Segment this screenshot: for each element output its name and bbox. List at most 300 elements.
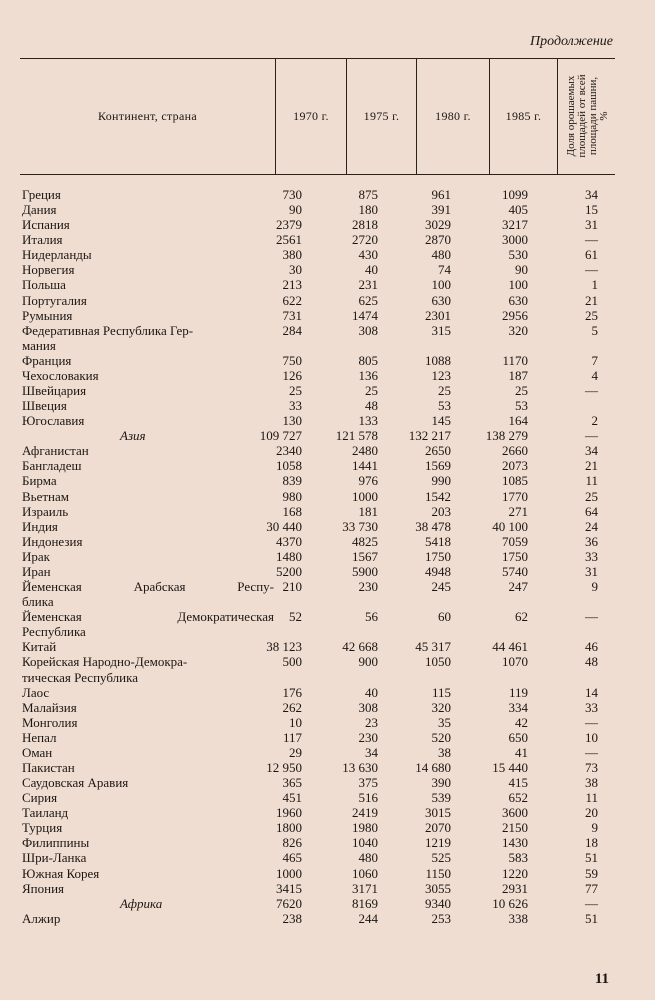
cell-value: 3217: [502, 217, 528, 233]
table-row: [0, 398, 655, 413]
cell-value: 480: [431, 247, 451, 263]
cell-value: 38 123: [266, 639, 302, 655]
cell-value: 34: [365, 744, 378, 760]
cell-value: 40: [365, 262, 378, 278]
cell-value: 20: [585, 805, 598, 821]
cell-value: 31: [585, 217, 598, 233]
table-row: [0, 202, 655, 217]
cell-value: 380: [282, 247, 302, 263]
cell-value: 308: [358, 699, 378, 715]
cell-value: 2720: [352, 232, 378, 248]
cell-value: 30: [289, 262, 302, 278]
country-name: Вьетнам: [22, 488, 70, 504]
cell-value: 320: [431, 699, 451, 715]
cell-value: 7059: [502, 533, 528, 549]
table-row: [0, 293, 655, 308]
country-name: Непал: [22, 729, 57, 745]
cell-value: 976: [358, 473, 378, 489]
table-row: [0, 232, 655, 247]
cell-value: 1980: [352, 820, 378, 836]
country-name: Филиппины: [22, 835, 90, 851]
cell-value: 130: [282, 413, 302, 429]
cell-value: 1000: [352, 488, 378, 504]
table-row: [0, 338, 655, 353]
table-row: [0, 383, 655, 398]
cell-value: 826: [282, 835, 302, 851]
table-row: [0, 866, 655, 881]
section-name: Африка: [120, 895, 163, 911]
cell-value: 415: [508, 775, 528, 791]
cell-value: 375: [358, 775, 378, 791]
cell-value: 24: [585, 518, 598, 534]
cell-value: 244: [358, 910, 378, 926]
table-row: [0, 564, 655, 579]
table-row: [0, 745, 655, 760]
cell-value: 52: [289, 609, 302, 625]
cell-value: 1219: [425, 835, 451, 851]
cell-value: 238: [282, 910, 302, 926]
country-name: Португалия: [22, 292, 87, 308]
cell-value: 168: [282, 503, 302, 519]
cell-value: 1150: [425, 865, 451, 881]
cell-value: 56: [365, 609, 378, 625]
country-name: Индия: [22, 518, 58, 534]
cell-value: —: [585, 232, 598, 248]
cell-value: 31: [585, 563, 598, 579]
country-name: Испания: [22, 217, 70, 233]
cell-value: 73: [585, 759, 598, 775]
cell-value: 187: [508, 367, 528, 383]
cell-value: 3600: [502, 805, 528, 821]
country-name: Таиланд: [22, 805, 69, 821]
cell-value: 40 100: [492, 518, 528, 534]
country-name: Греция: [22, 187, 61, 202]
cell-value: 875: [358, 187, 378, 202]
cell-value: —: [585, 895, 598, 911]
cell-value: 119: [508, 684, 528, 700]
cell-value: 38: [438, 744, 451, 760]
cell-value: 164: [508, 413, 528, 429]
cell-value: 2870: [425, 232, 451, 248]
cell-value: 2561: [276, 232, 302, 248]
country-name: Лаос: [22, 684, 50, 700]
cell-value: 62: [515, 609, 528, 625]
cell-value: 61: [585, 247, 598, 263]
table-row: [0, 730, 655, 745]
cell-value: 59: [585, 865, 598, 881]
table-row: [0, 850, 655, 865]
cell-value: 530: [508, 247, 528, 263]
cell-value: 51: [585, 910, 598, 926]
table-row: [0, 805, 655, 820]
country-name-word: Демократическая: [177, 609, 274, 625]
cell-value: 38: [585, 775, 598, 791]
country-name: Дания: [22, 202, 57, 218]
country-name: Индонезия: [22, 533, 83, 549]
cell-value: 48: [585, 654, 598, 670]
cell-value: 516: [358, 790, 378, 806]
cell-value: —: [585, 744, 598, 760]
cell-value: —: [585, 428, 598, 444]
cell-value: 1060: [352, 865, 378, 881]
cell-value: 1441: [352, 458, 378, 474]
section-row: [0, 428, 655, 443]
country-name: Чехословакия: [22, 367, 99, 383]
cell-value: 203: [431, 503, 451, 519]
table-row: [0, 247, 655, 262]
cell-value: 805: [358, 352, 378, 368]
country-name: Афганистан: [22, 443, 89, 459]
cell-value: 38 478: [415, 518, 451, 534]
cell-value: 1099: [502, 187, 528, 202]
cell-value: 74: [438, 262, 451, 278]
cell-value: 2301: [425, 307, 451, 323]
cell-value: 2: [591, 413, 598, 429]
country-name: [22, 579, 274, 594]
cell-value: 14 680: [415, 759, 451, 775]
country-name: Бирма: [22, 473, 57, 489]
country-name: Румыния: [22, 307, 73, 323]
cell-value: 750: [282, 352, 302, 368]
cell-value: 2419: [352, 805, 378, 821]
header-1975: 1975 г.: [363, 108, 400, 123]
cell-value: 4: [591, 367, 598, 383]
page-number: 11: [594, 971, 609, 987]
cell-value: 3000: [502, 232, 528, 248]
cell-value: 25: [365, 383, 378, 399]
cell-value: 40: [365, 684, 378, 700]
table-row: [0, 187, 655, 202]
cell-value: 133: [358, 413, 378, 429]
continuation-label: Продолжение: [530, 34, 613, 49]
cell-value: 338: [508, 910, 528, 926]
cell-value: 5740: [502, 563, 528, 579]
cell-value: 2070: [425, 820, 451, 836]
cell-value: 334: [508, 699, 528, 715]
cell-value: 630: [508, 292, 528, 308]
cell-value: 9340: [425, 895, 451, 911]
cell-value: 60: [438, 609, 451, 625]
cell-value: 15: [585, 202, 598, 218]
cell-value: 2818: [352, 217, 378, 233]
cell-value: 2073: [502, 458, 528, 474]
cell-value: 230: [358, 579, 378, 595]
cell-value: 35: [438, 714, 451, 730]
cell-value: 980: [282, 488, 302, 504]
country-name: Франция: [22, 352, 72, 368]
cell-value: 284: [282, 322, 302, 338]
cell-value: 210: [282, 579, 302, 595]
cell-value: 2650: [425, 443, 451, 459]
country-name: Швейцария: [22, 383, 87, 399]
cell-value: 48: [365, 398, 378, 414]
cell-value: 21: [585, 292, 598, 308]
cell-value: 3055: [425, 880, 451, 896]
cell-value: 132 217: [408, 428, 451, 444]
cell-value: 2379: [276, 217, 302, 233]
cell-value: 115: [431, 684, 451, 700]
cell-value: 100: [431, 277, 451, 293]
cell-value: 33: [585, 548, 598, 564]
cell-value: 500: [282, 654, 302, 670]
cell-value: 1085: [502, 473, 528, 489]
header-irrigation-share: [560, 60, 616, 172]
table-row: [0, 549, 655, 564]
header-country: Континент, страна: [98, 108, 197, 123]
cell-value: 44 461: [492, 639, 528, 655]
cell-value: 51: [585, 850, 598, 866]
cell-value: 2480: [352, 443, 378, 459]
cell-value: 391: [431, 202, 451, 218]
country-name: Алжир: [22, 910, 61, 926]
cell-value: 176: [282, 684, 302, 700]
cell-value: 181: [358, 503, 378, 519]
table-row: [0, 368, 655, 383]
country-name: Польша: [22, 277, 66, 293]
table-row: [0, 262, 655, 277]
cell-value: 34: [585, 187, 598, 202]
cell-value: 231: [358, 277, 378, 293]
cell-value: 33 730: [342, 518, 378, 534]
cell-value: 100: [508, 277, 528, 293]
table-body: [0, 187, 655, 926]
country-name: Шри-Ланка: [22, 850, 87, 866]
cell-value: 18: [585, 835, 598, 851]
cell-value: 2931: [502, 880, 528, 896]
cell-value: 253: [431, 910, 451, 926]
table-row: [0, 760, 655, 775]
cell-value: 53: [438, 398, 451, 414]
table-row: [0, 443, 655, 458]
cell-value: 1770: [502, 488, 528, 504]
cell-value: 230: [358, 729, 378, 745]
cell-value: 10: [289, 714, 302, 730]
cell-value: 138 279: [485, 428, 528, 444]
country-name: тическая Республика: [22, 669, 138, 685]
country-name: Пакистан: [22, 759, 75, 775]
cell-value: 14: [585, 684, 598, 700]
country-name: Бангладеш: [22, 458, 82, 474]
table-row: [0, 277, 655, 292]
cell-value: 247: [508, 579, 528, 595]
cell-value: 961: [431, 187, 451, 202]
country-name-word: Арабская: [133, 579, 186, 595]
cell-value: 390: [431, 775, 451, 791]
country-name: Япония: [22, 880, 65, 896]
cell-value: 4825: [352, 533, 378, 549]
country-name: Норвегия: [22, 262, 75, 278]
header-1980: 1980 г.: [435, 108, 471, 123]
cell-value: 23: [365, 714, 378, 730]
header-irrigation-share-text: Доля орошаемых площадей от всей площади пашни, %: [565, 74, 610, 158]
cell-value: 730: [282, 187, 302, 202]
cell-value: 33: [585, 699, 598, 715]
column-divider: [557, 58, 558, 174]
table-row: [0, 790, 655, 805]
table-row: [0, 715, 655, 730]
cell-value: 3015: [425, 805, 451, 821]
cell-value: 1567: [352, 548, 378, 564]
cell-value: 213: [282, 277, 302, 293]
cell-value: 539: [431, 790, 451, 806]
country-name: Федеративная Республика Гер-: [22, 322, 194, 338]
cell-value: 7: [591, 352, 598, 368]
cell-value: 1058: [276, 458, 302, 474]
table-row: [0, 413, 655, 428]
cell-value: 1220: [502, 865, 528, 881]
cell-value: 2956: [502, 307, 528, 323]
country-name: Турция: [22, 820, 63, 836]
cell-value: 29: [289, 744, 302, 760]
cell-value: 451: [282, 790, 302, 806]
cell-value: 1960: [276, 805, 302, 821]
cell-value: 41: [515, 744, 528, 760]
country-name: Швеция: [22, 398, 67, 414]
cell-value: 25: [585, 307, 598, 323]
table-row: [0, 624, 655, 639]
cell-value: 650: [508, 729, 528, 745]
cell-value: 8169: [352, 895, 378, 911]
table-row: [0, 308, 655, 323]
cell-value: 1040: [352, 835, 378, 851]
cell-value: 90: [289, 202, 302, 218]
country-name: Малайзия: [22, 699, 77, 715]
cell-value: 13 630: [342, 759, 378, 775]
cell-value: 430: [358, 247, 378, 263]
cell-value: 30 440: [266, 518, 302, 534]
cell-value: 90: [515, 262, 528, 278]
cell-value: 64: [585, 503, 598, 519]
cell-value: 900: [358, 654, 378, 670]
section-name: Азия: [120, 428, 146, 444]
section-row: [0, 896, 655, 911]
table-row: [0, 820, 655, 835]
country-name: Корейская Народно-Демокра-: [22, 654, 188, 670]
cell-value: 180: [358, 202, 378, 218]
cell-value: 4370: [276, 533, 302, 549]
cell-value: 25: [585, 488, 598, 504]
cell-value: 15 440: [492, 759, 528, 775]
cell-value: 25: [289, 383, 302, 399]
cell-value: —: [585, 383, 598, 399]
cell-value: 480: [358, 850, 378, 866]
cell-value: 525: [431, 850, 451, 866]
table-row: [0, 775, 655, 790]
header-1970: 1970 г.: [293, 108, 329, 123]
cell-value: 123: [431, 367, 451, 383]
cell-value: 405: [508, 202, 528, 218]
cell-value: 12 950: [266, 759, 302, 775]
cell-value: 520: [431, 729, 451, 745]
cell-value: 121 578: [335, 428, 378, 444]
cell-value: 1088: [425, 352, 451, 368]
table-row: [0, 458, 655, 473]
cell-value: 1569: [425, 458, 451, 474]
cell-value: 583: [508, 850, 528, 866]
table-row: [0, 217, 655, 232]
cell-value: 45 317: [415, 639, 451, 655]
table-row: [0, 835, 655, 850]
country-name-word: Йеменская: [22, 609, 82, 625]
cell-value: 34: [585, 443, 598, 459]
cell-value: 1480: [276, 548, 302, 564]
table-row: [0, 881, 655, 896]
cell-value: 42 668: [342, 639, 378, 655]
country-name: [22, 609, 274, 624]
cell-value: 365: [282, 775, 302, 791]
cell-value: 21: [585, 458, 598, 474]
cell-value: 36: [585, 533, 598, 549]
cell-value: 9: [591, 579, 598, 595]
cell-value: 5: [591, 322, 598, 338]
cell-value: 42: [515, 714, 528, 730]
table-row: [0, 670, 655, 685]
cell-value: 1800: [276, 820, 302, 836]
cell-value: 1542: [425, 488, 451, 504]
cell-value: 652: [508, 790, 528, 806]
cell-value: —: [585, 609, 598, 625]
cell-value: 320: [508, 322, 528, 338]
cell-value: 126: [282, 367, 302, 383]
country-name: Республика: [22, 624, 86, 640]
cell-value: 1750: [425, 548, 451, 564]
table-row: [0, 519, 655, 534]
cell-value: 315: [431, 322, 451, 338]
cell-value: 11: [585, 473, 598, 489]
cell-value: 33: [289, 398, 302, 414]
table-row: [0, 353, 655, 368]
cell-value: 731: [282, 307, 302, 323]
cell-value: 136: [358, 367, 378, 383]
table-row: [0, 700, 655, 715]
cell-value: 5200: [276, 563, 302, 579]
table-row: [0, 323, 655, 338]
table-row: [0, 534, 655, 549]
cell-value: 630: [431, 292, 451, 308]
country-name: Нидерланды: [22, 247, 92, 263]
cell-value: —: [585, 714, 598, 730]
cell-value: 1: [591, 277, 598, 293]
country-name: Италия: [22, 232, 63, 248]
cell-value: 9: [591, 820, 598, 836]
country-name: Сирия: [22, 790, 58, 806]
cell-value: 77: [585, 880, 598, 896]
cell-value: 625: [358, 292, 378, 308]
country-name: блика: [22, 594, 54, 610]
cell-value: 3171: [352, 880, 378, 896]
cell-value: 1430: [502, 835, 528, 851]
cell-value: 1750: [502, 548, 528, 564]
cell-value: 1474: [352, 307, 378, 323]
cell-value: 10: [585, 729, 598, 745]
cell-value: 3029: [425, 217, 451, 233]
table-row: [0, 911, 655, 926]
table-row: [0, 594, 655, 609]
cell-value: 308: [358, 322, 378, 338]
cell-value: 25: [438, 383, 451, 399]
country-name-word: Йеменская: [22, 579, 82, 595]
country-name: Южная Корея: [22, 865, 100, 881]
cell-value: —: [585, 262, 598, 278]
cell-value: 5900: [352, 563, 378, 579]
table-row: [0, 473, 655, 488]
table-row: [0, 609, 655, 624]
cell-value: 109 727: [259, 428, 302, 444]
cell-value: 53: [515, 398, 528, 414]
header-bottom-rule: [20, 174, 615, 175]
country-name: Израиль: [22, 503, 69, 519]
cell-value: 117: [282, 729, 302, 745]
